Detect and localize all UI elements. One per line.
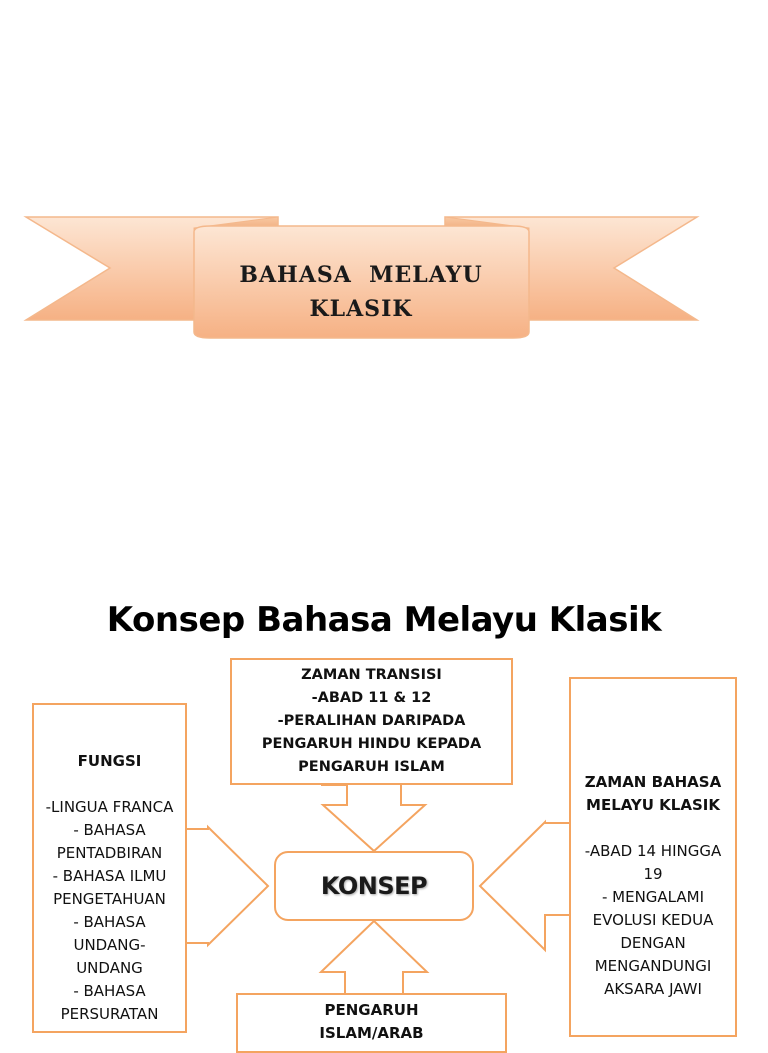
function-line: PENTADBIRAN xyxy=(56,844,163,862)
transition-line: -PERALIHAN DARIPADA xyxy=(277,713,466,729)
function-line: - BAHASA ILMU xyxy=(52,867,167,885)
influence-box xyxy=(236,993,507,1053)
banner-title-line1: BAHASA MELAYU xyxy=(239,262,483,288)
era-line: MENGANDUNGI xyxy=(594,957,712,975)
concept-label: KONSEP xyxy=(320,872,428,900)
era-box xyxy=(569,677,737,1037)
arrow-up-from-influence xyxy=(321,921,427,993)
section-heading: Konsep Bahasa Melayu Klasik xyxy=(106,600,662,640)
function-title: FUNGSI xyxy=(77,752,142,770)
era-title-line1: ZAMAN BAHASA xyxy=(584,773,722,791)
influence-line: ISLAM/ARAB xyxy=(319,1024,424,1042)
function-line: PENGETAHUAN xyxy=(53,890,166,908)
spacer xyxy=(34,773,185,796)
function-line: PERSURATAN xyxy=(60,1005,159,1023)
function-line: -LINGUA FRANCA xyxy=(45,798,174,816)
era-line: DENGAN xyxy=(620,934,686,952)
function-line: - BAHASA xyxy=(73,982,146,1000)
era-line: 19 xyxy=(643,865,663,883)
function-line: UNDANG- xyxy=(73,936,146,954)
arrow-right-from-function xyxy=(187,827,268,945)
era-line: EVOLUSI KEDUA xyxy=(592,911,714,929)
arrow-down-from-transition xyxy=(321,785,425,851)
transition-line: PENGARUH ISLAM xyxy=(298,759,445,775)
era-title-line2: MELAYU KLASIK xyxy=(586,796,720,814)
era-line: - MENGALAMI xyxy=(601,888,705,906)
concept-center-box xyxy=(274,851,474,921)
function-box xyxy=(32,703,187,1033)
transition-line: ZAMAN TRANSISI xyxy=(301,667,442,683)
banner-title xyxy=(200,258,522,326)
influence-line: PENGARUH xyxy=(324,1001,419,1019)
function-line: UNDANG xyxy=(76,959,143,977)
arrow-left-from-era xyxy=(480,822,569,950)
transition-line: -ABAD 11 & 12 xyxy=(311,690,432,706)
function-line: - BAHASA xyxy=(73,913,146,931)
function-line: - BAHASA xyxy=(73,821,146,839)
transition-box xyxy=(230,658,513,785)
era-line: -ABAD 14 HINGGA xyxy=(584,842,722,860)
banner-title-line2: KLASIK xyxy=(309,296,413,322)
spacer xyxy=(571,817,735,840)
transition-line: PENGARUH HINDU KEPADA xyxy=(261,736,482,752)
era-line: AKSARA JAWI xyxy=(604,980,702,998)
